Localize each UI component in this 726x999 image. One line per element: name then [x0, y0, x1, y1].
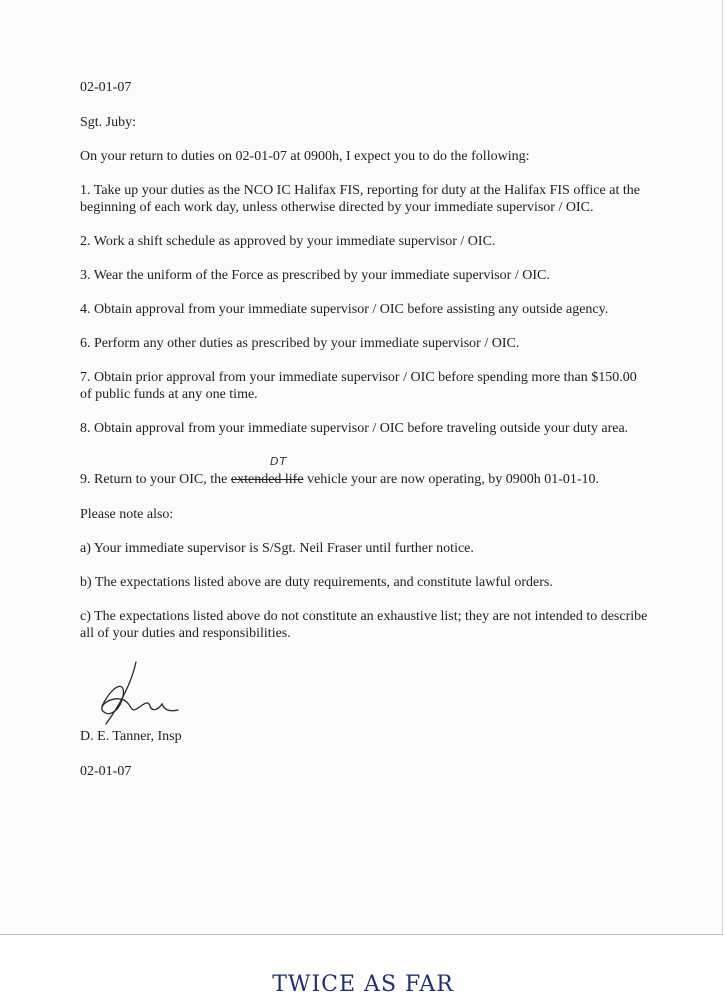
- item-6: 6. Perform any other duties as prescribed by your immediate supervisor / OIC.: [80, 336, 520, 351]
- handwritten-signature: [92, 660, 182, 730]
- signatory-name: D. E. Tanner, Insp: [80, 729, 182, 744]
- signature-date: 02-01-07: [80, 764, 132, 779]
- intro-paragraph: On your return to duties on 02-01-07 at 0900h, I expect you to do the following:: [80, 149, 530, 164]
- item-3: 3. Wear the uniform of the Force as prescribed by your immediate supervisor / OIC.: [80, 268, 550, 283]
- item-1: 1. Take up your duties as the NCO IC Halifax FIS, reporting for duty at the Halifax FIS office at the beginning of each work day, unless otherwise directed by your immediate supervisor / OIC.: [80, 183, 640, 215]
- salutation: Sgt. Juby:: [80, 115, 137, 130]
- item-4: 4. Obtain approval from your immediate supervisor / OIC before assisting any outside agency.: [80, 302, 609, 317]
- handwritten-insert: DT: [270, 455, 288, 468]
- letter-date: 02-01-07: [80, 80, 132, 95]
- note-c: c) The expectations listed above do not constitute an exhaustive list; they are not intended to describe all of your duties and responsibilities.: [80, 609, 648, 641]
- note-b: b) The expectations listed above are duty requirements, and constitute lawful orders.: [80, 575, 553, 590]
- item-2: 2. Work a shift schedule as approved by your immediate supervisor / OIC.: [80, 234, 496, 249]
- item-9-start: 9. Return to your OIC, the: [80, 472, 231, 487]
- item-9: [80, 471, 650, 488]
- item-9-struck-text: extended life: [230, 472, 304, 487]
- item-9-end: vehicle your are now operating, by 0900h 01-01-10.: [303, 472, 600, 487]
- note-heading: Please note also:: [80, 507, 174, 522]
- item-7: 7. Obtain prior approval from your immediate supervisor / OIC before spending more than $150.00 of public funds at any one time.: [80, 370, 637, 402]
- item-8: 8. Obtain approval from your immediate supervisor / OIC before traveling outside your duty area.: [80, 421, 629, 436]
- note-a: a) Your immediate supervisor is S/Sgt. Neil Fraser until further notice.: [80, 541, 474, 556]
- footer-caption: TWICE AS FAR: [272, 972, 454, 997]
